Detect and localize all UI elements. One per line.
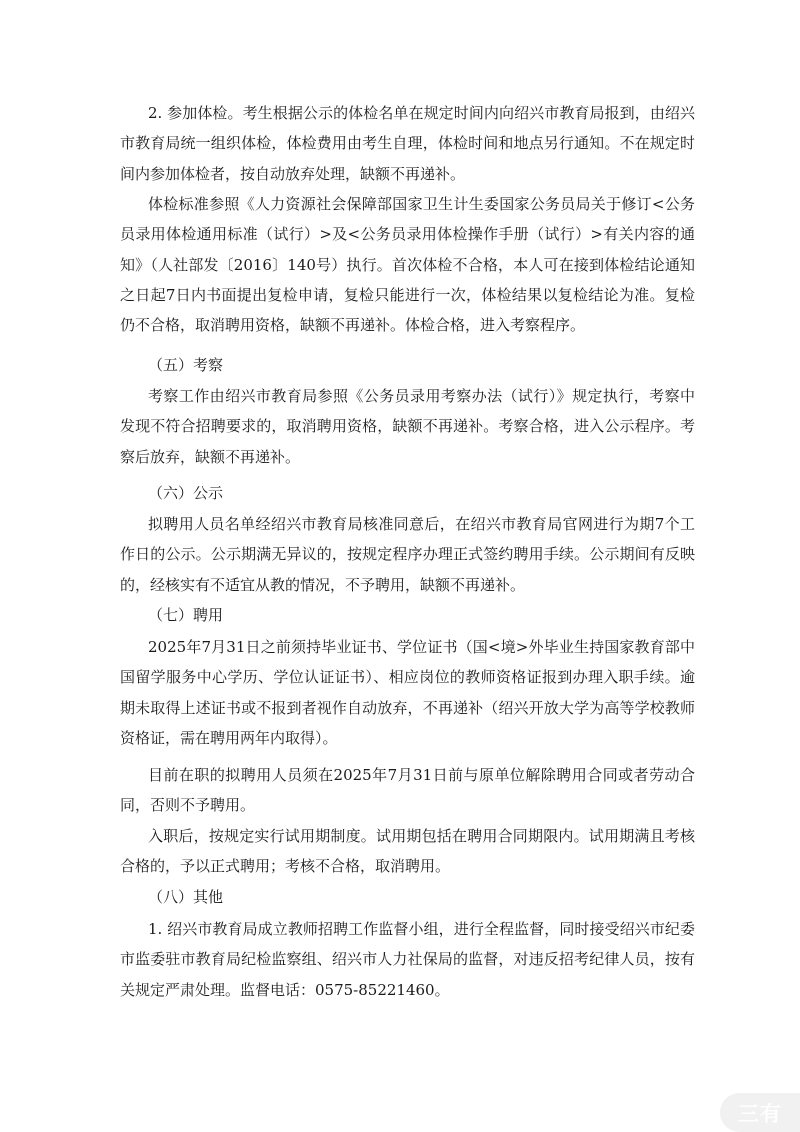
paragraph-text: 2. 参加体检。考生根据公示的体检名单在规定时间内向绍兴市教育局报到，由绍兴市教育局统一组织体检，体检费用由考生自理，体检时间和地点另行通知。不在规定时间内参加体检者，按自动放弃处理，缺额不再递补。 — [120, 104, 695, 183]
paragraph-text: 2025年7月31日之前须持毕业证书、学位证书（国<境>外毕业生持国家教育部中国留学服务中心学历、学位认证证书）、相应岗位的教师资格证报到办理入职手续。逾期未取得上述证书或不报到者视作自动放弃，不再递补（绍兴开放大学为高等学校教师资格证，需在聘用两年内取得）。 — [120, 638, 695, 747]
paragraph-text: 体检标准参照《人力资源社会保障部国家卫生计生委国家公务员局关于修订<公务员录用体检通用标准（试行）>及<公务员录用体检操作手册（试行）>有关内容的通知》（人社部发〔2016〕140号）执行。首次体检不合格，本人可在接到体检结论通知之日起7日内书面提出复检申请，复检只能进行一次，体检结果以复检结论为准。复检仍不合格，取消聘用资格，缺额不再递补。体检合格，进入考察程序。 — [120, 195, 695, 335]
paragraph-text: 目前在职的拟聘用人员须在2025年7月31日前与原单位解除聘用合同或者劳动合同，否则不予聘用。 — [120, 766, 695, 815]
paragraph-text: 考察工作由绍兴市教育局参照《公务员录用考察办法（试行）》规定执行，考察中发现不符合招聘要求的，取消聘用资格，缺额不再递补。考察合格，进入公示程序。考察后放弃，缺额不再递补。 — [120, 387, 695, 466]
section-heading-employment: （七）聘用 — [148, 606, 224, 624]
watermark-logo-text: 三有 — [738, 1101, 782, 1126]
paragraph-text: 拟聘用人员名单经绍兴市教育局核准同意后，在绍兴市教育局官网进行为期7个工作日的公示。公示期满无异议的，按规定程序办理正式签约聘用手续。公示期间有反映的，经核实有不适宜从教的情况，不予聘用，缺额不再递补。 — [120, 515, 695, 594]
paragraph-publicity — [120, 509, 695, 600]
paragraph-exam-standard — [120, 189, 695, 340]
paragraph-employment — [120, 632, 695, 753]
paragraph-supervision — [120, 914, 695, 1005]
paragraph-text: 1. 绍兴市教育局成立教师招聘工作监督小组，进行全程监督，同时接受绍兴市纪委市监委驻市教育局纪检监察组、绍兴市人力社保局的监督，对违反招考纪律人员，按有关规定严肃处理。监督电话：0575-85221460。 — [120, 920, 695, 999]
section-heading-other: （八）其他 — [148, 888, 224, 906]
section-heading-publicity: （六）公示 — [148, 484, 224, 502]
paragraph-probation — [120, 821, 695, 882]
paragraph-inspection — [120, 381, 695, 472]
section-heading-inspection: （五）考察 — [148, 356, 224, 374]
paragraph-text: 入职后，按规定实行试用期制度。试用期包括在聘用合同期限内。试用期满且考核合格的，予以正式聘用；考核不合格，取消聘用。 — [120, 827, 695, 876]
paragraph-current-employees — [120, 760, 695, 821]
paragraph-physical-exam — [120, 98, 695, 189]
watermark-badge[interactable] — [720, 1093, 800, 1132]
